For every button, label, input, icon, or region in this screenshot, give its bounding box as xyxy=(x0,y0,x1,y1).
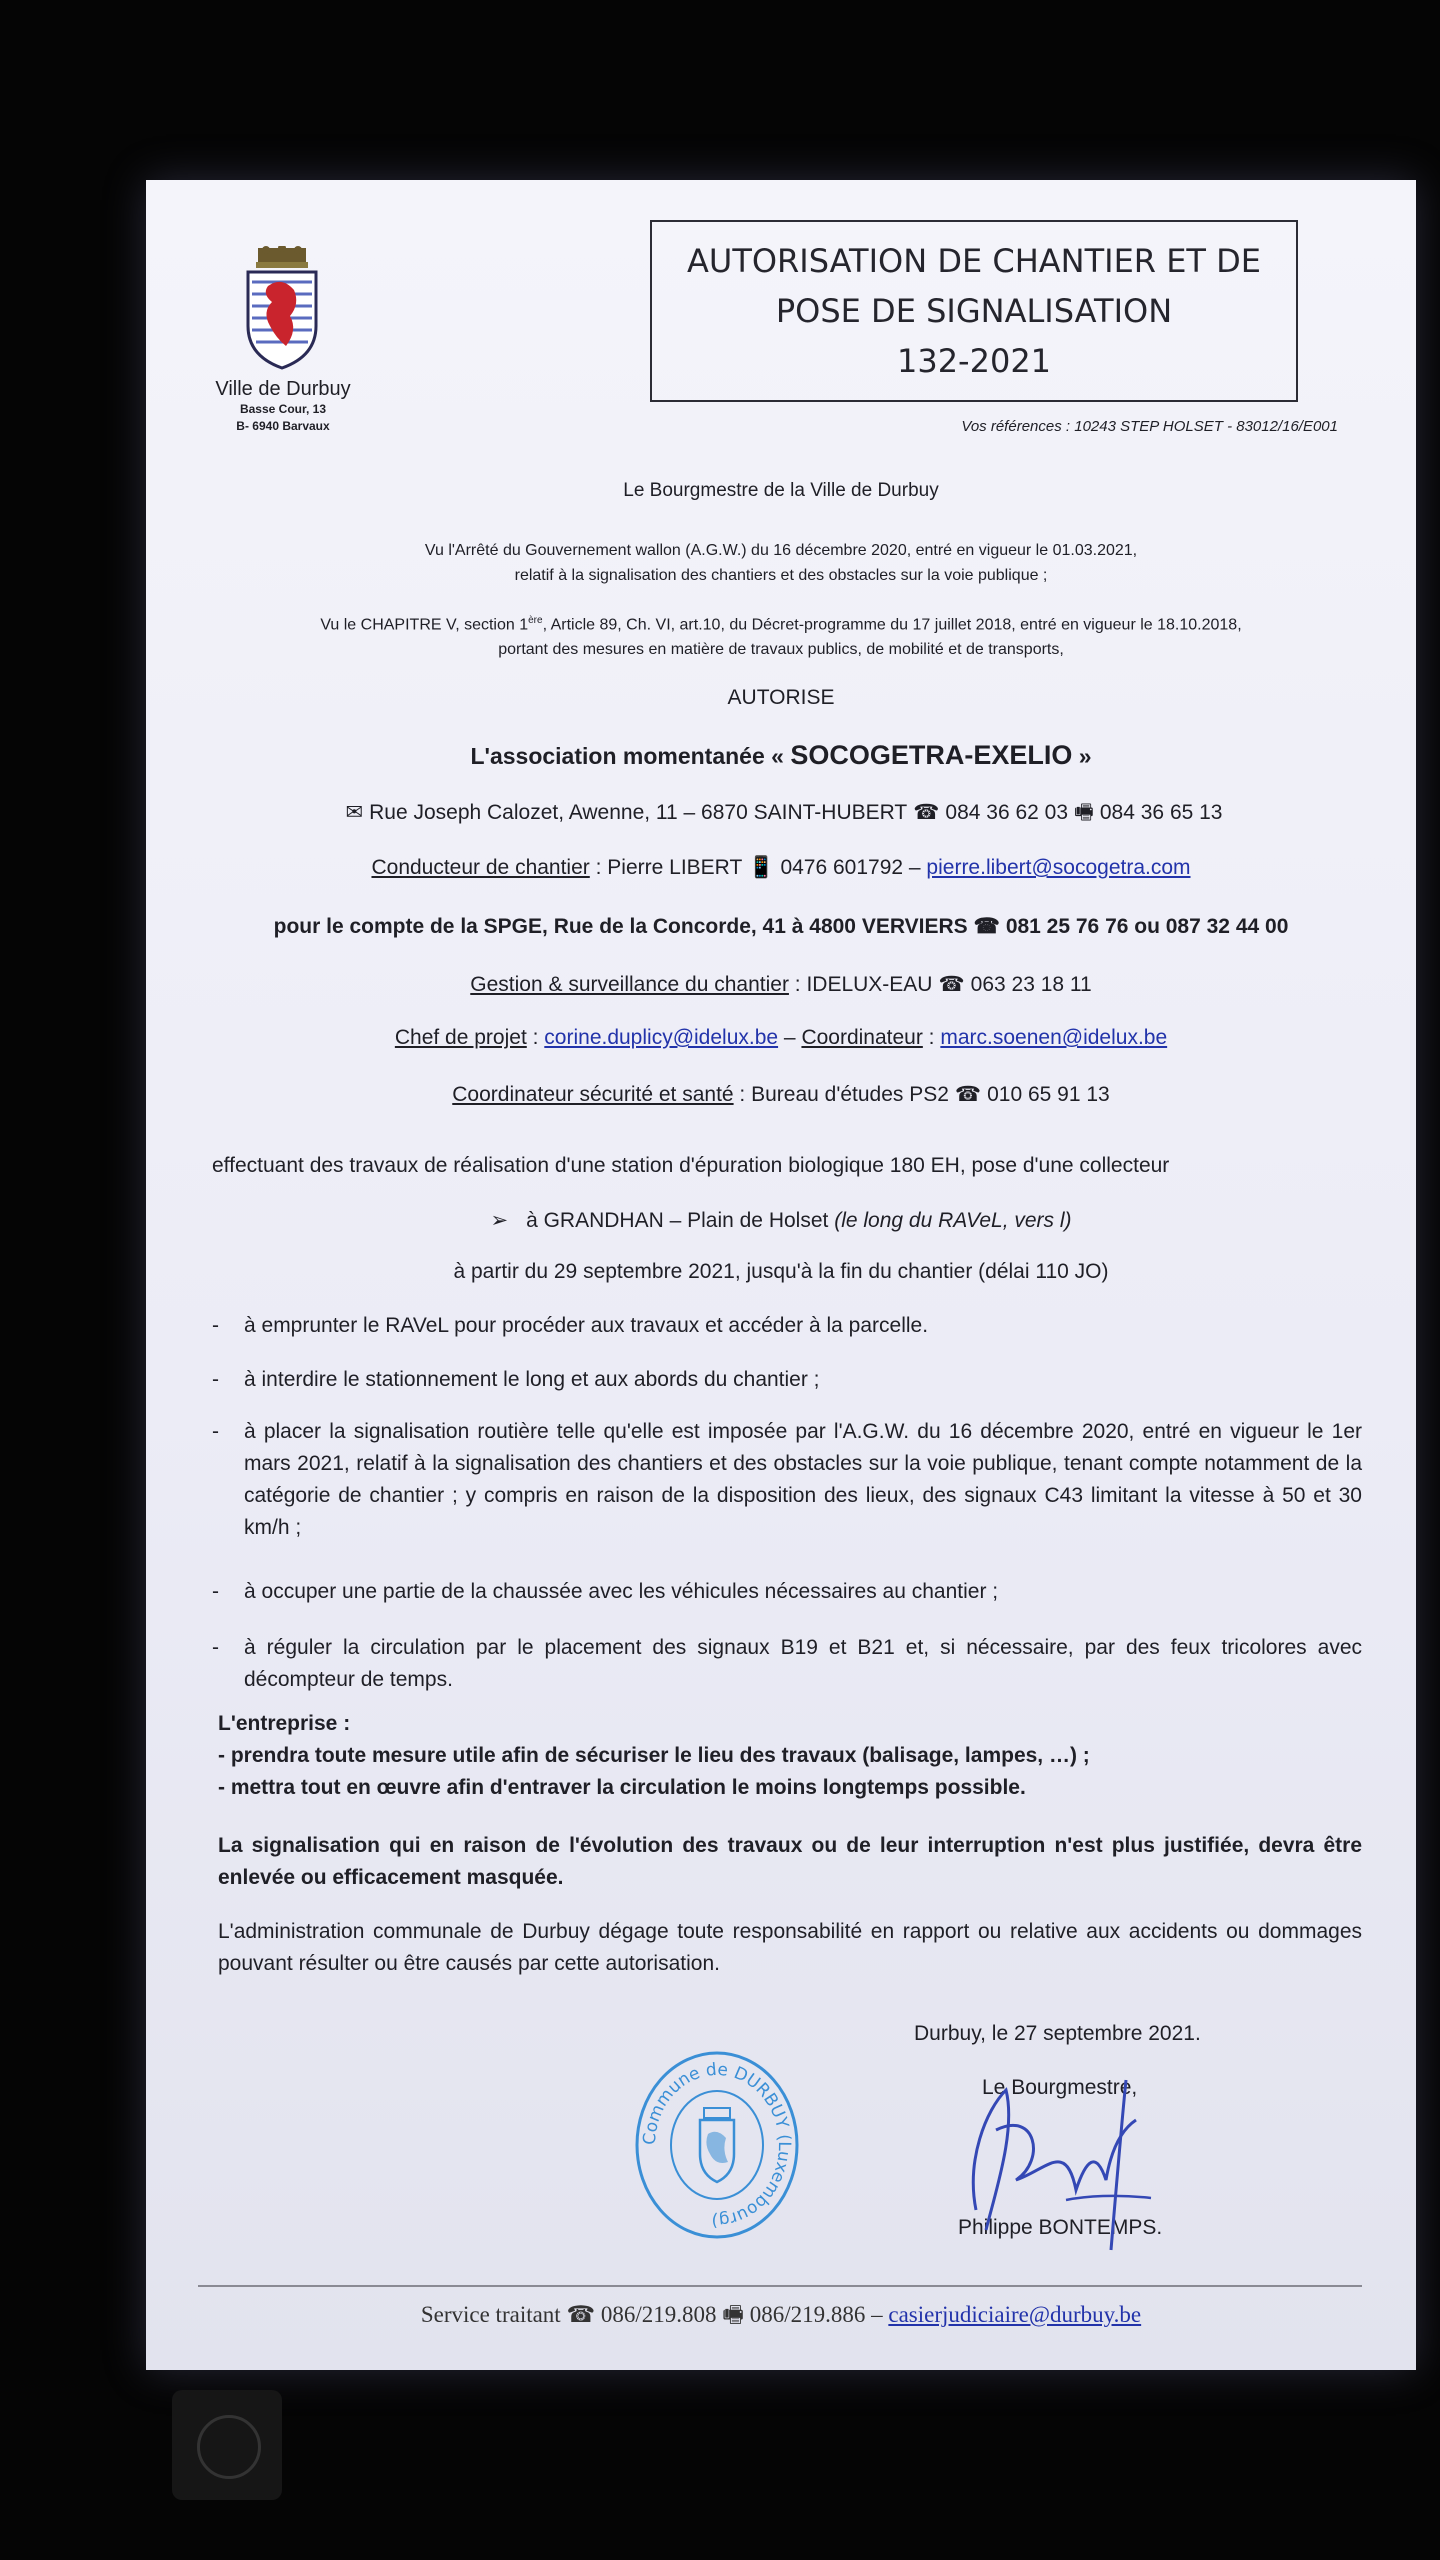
references: Vos références : 10243 STEP HOLSET - 83012/16/E001 xyxy=(961,418,1338,435)
signalisation-note: La signalisation qui en raison de l'évolution des travaux ou de leur interruption n'est plus justifiée, devra être enlevée ou efficacement masquée. xyxy=(218,1834,1362,1889)
conducteur-phone: 0476 601792 – xyxy=(780,856,921,879)
company-prefix: L'association momentanée « xyxy=(470,743,791,769)
secu-phone: 010 65 91 13 xyxy=(987,1083,1110,1106)
company-address: Rue Joseph Calozet, Awenne, 11 – 6870 SAINT-HUBERT xyxy=(369,801,908,824)
mayor-signature-icon xyxy=(946,2070,1166,2260)
bullet-text: à réguler la circulation par le placement des signaux B19 et B21 et, si nécessaire, par des feux tricolores avec décompteur de temps. xyxy=(244,1636,1362,1691)
company-line xyxy=(146,740,1416,771)
bullet-text: à placer la signalisation routière telle qu'elle est imposée par l'A.G.W. du 16 décembre 2020, entré en vigueur le 1er mars 2021, relatif à la signalisation des chantiers et des obstacles sur la voie publique, tenant compte notamment de la catégorie de chantier ; y compris en raison de la disposition des lieux, des signaux C43 limitant la vitesse à 50 et 30 km/h ; xyxy=(244,1420,1362,1539)
mobile-phone-icon: 📱 xyxy=(748,856,775,879)
mail-icon: ✉ xyxy=(345,801,364,824)
client-address: pour le compte de la SPGE, Rue de la Concorde, 41 à 4800 VERVIERS xyxy=(273,915,968,938)
enterprise-heading: L'entreprise : xyxy=(218,1712,351,1735)
org-name: Ville de Durbuy xyxy=(215,378,351,400)
bullet-text: à interdire le stationnement le long et aux abords du chantier ; xyxy=(244,1368,820,1391)
decret-consideration xyxy=(146,608,1416,662)
title-line2: POSE DE SIGNALISATION xyxy=(775,292,1173,330)
signature-name: Philippe BONTEMPS. xyxy=(958,2216,1163,2239)
gestion-line xyxy=(146,972,1416,997)
title-line1: AUTORISATION DE CHANTIER ET DE xyxy=(687,242,1261,280)
org-address-line2: B- 6940 Barvaux xyxy=(236,419,330,433)
agw-line1: Vu l'Arrêté du Gouvernement wallon (A.G.W.) du 16 décembre 2020, entré en vigueur le 01.03.2021, xyxy=(424,542,1138,559)
secu-value: : Bureau d'études PS2 xyxy=(733,1083,949,1106)
company-phone: 084 36 62 03 xyxy=(945,801,1069,824)
bullet-dash: - xyxy=(212,1580,219,1603)
works-description: effectuant des travaux de réalisation d'une station d'épuration biologique 180 EH, pose d'une collecteur xyxy=(212,1154,1170,1177)
bullet-item xyxy=(212,1632,1362,1696)
lock-ring-icon xyxy=(197,2415,261,2479)
title-number: 132-2021 xyxy=(896,342,1052,380)
gestion-label: Gestion & surveillance du chantier xyxy=(470,973,789,996)
works-location-line xyxy=(146,1208,1416,1233)
footer-service: Service traitant xyxy=(420,2302,561,2327)
phone-icon: ☎ xyxy=(973,915,1000,938)
agw-consideration xyxy=(146,538,1416,588)
arrow-icon: ➢ xyxy=(490,1209,509,1232)
enterprise-block xyxy=(218,1708,1362,1804)
secu-label: Coordinateur sécurité et santé xyxy=(452,1083,734,1106)
durbuy-crest-icon xyxy=(240,246,324,376)
agw-line2: relatif à la signalisation des chantiers et des obstacles sur la voie publique ; xyxy=(514,567,1048,584)
security-line xyxy=(146,1082,1416,1107)
client-phone: 081 25 76 76 ou 087 32 44 00 xyxy=(1005,915,1289,938)
works-period: à partir du 29 septembre 2021, jusqu'à la fin du chantier (délai 110 JO) xyxy=(453,1260,1109,1283)
chef-label: Chef de projet xyxy=(394,1026,527,1049)
enterprise-item2: - mettra tout en œuvre afin d'entraver la circulation le moins longtemps possible. xyxy=(218,1776,1026,1799)
org-address-line1: Basse Cour, 13 xyxy=(239,402,327,416)
commune-seal-icon xyxy=(634,2050,800,2240)
conducteur-line xyxy=(146,856,1416,880)
client-line xyxy=(146,914,1416,939)
conducteur-label: Conducteur de chantier xyxy=(371,856,590,879)
decret-line1-sup: ère xyxy=(528,615,543,626)
bullet-dash: - xyxy=(212,1636,219,1659)
bullet-text: à occuper une partie de la chaussée avec les véhicules nécessaires au chantier ; xyxy=(244,1580,999,1603)
gestion-value: : IDELUX-EAU xyxy=(788,973,933,996)
signature-date: Durbuy, le 27 septembre 2021. xyxy=(914,2022,1201,2045)
bullet-item xyxy=(212,1310,1362,1342)
decret-line2: portant des mesures en matière de travaux publics, de mobilité et de transports, xyxy=(498,641,1064,659)
footer xyxy=(146,2298,1416,2337)
authorization-document xyxy=(146,180,1416,2370)
company-name: SOCOGETRA-EXELIO xyxy=(790,740,1073,770)
document-title-box xyxy=(650,220,1298,402)
coord-email-link[interactable]: marc.soenen@idelux.be xyxy=(940,1026,1168,1049)
phone-icon: ☎ xyxy=(566,2302,596,2327)
footer-phone: 086/219.808 xyxy=(600,2302,717,2327)
bullet-dash: - xyxy=(212,1314,219,1337)
svg-text:Commune de DURBUY (Luxembourg): Commune de DURBUY (Luxembourg) xyxy=(639,2059,795,2231)
phone-icon: ☎ xyxy=(913,801,940,824)
bullet-dash: - xyxy=(212,1368,219,1391)
bullet-dash: - xyxy=(212,1420,219,1443)
works-location: à GRANDHAN – Plain de Holset xyxy=(526,1209,829,1232)
phone-icon: ☎ xyxy=(954,1083,982,1106)
company-fax: 084 36 65 13 xyxy=(1099,801,1223,824)
decret-line1-b: , Article 89, Ch. VI, art.10, du Décret-programme du 17 juillet 2018, entré en vigueur le 18.10.2018, xyxy=(542,616,1242,634)
bullet-item xyxy=(212,1364,1362,1396)
issuer: Le Bourgmestre de la Ville de Durbuy xyxy=(623,480,939,501)
conducteur-email-link[interactable]: pierre.libert@socogetra.com xyxy=(926,856,1191,879)
fax-icon: 🖷 xyxy=(722,2302,744,2327)
decret-line1-a: Vu le CHAPITRE V, section 1 xyxy=(320,616,529,634)
footer-email-link[interactable]: casierjudiciaire@durbuy.be xyxy=(888,2302,1142,2327)
organization-block xyxy=(186,378,380,435)
project-contacts-line: Chef de projet : corine.duplicy@idelux.be – Coordinateur : marc.soenen@idelux.be xyxy=(394,1026,1168,1049)
gestion-phone: 063 23 18 11 xyxy=(970,973,1092,996)
bullet-text: à emprunter le RAVeL pour procéder aux travaux et accéder à la parcelle. xyxy=(244,1314,929,1337)
bullet-item xyxy=(212,1576,1362,1608)
signature-title: Le Bourgmestre, xyxy=(982,2076,1138,2099)
enterprise-item1: - prendra toute mesure utile afin de sécuriser le lieu des travaux (balisage, lampes, …) ; xyxy=(218,1744,1090,1767)
decret-line1 xyxy=(146,608,1416,637)
phone-icon: ☎ xyxy=(938,973,965,996)
display-case-lock xyxy=(172,2390,282,2500)
coord-label: Coordinateur xyxy=(801,1026,923,1049)
works-location-note: (le long du RAVeL, vers l) xyxy=(834,1209,1072,1232)
fax-icon: 🖷 xyxy=(1074,801,1094,824)
autorise-heading: AUTORISE xyxy=(727,686,835,709)
company-suffix: » xyxy=(1072,743,1092,769)
disclaimer: L'administration communale de Durbuy dégage toute responsabilité en rapport ou relative aux accidents ou dommages pouvant résulter ou être causés par cette autorisation. xyxy=(218,1920,1362,1975)
conducteur-name: : Pierre LIBERT xyxy=(589,856,743,879)
company-address-line xyxy=(146,798,1416,833)
chef-email-link[interactable]: corine.duplicy@idelux.be xyxy=(544,1026,779,1049)
footer-fax: 086/219.886 – xyxy=(749,2302,883,2327)
footer-divider xyxy=(198,2285,1362,2287)
bullet-item xyxy=(212,1416,1362,1544)
